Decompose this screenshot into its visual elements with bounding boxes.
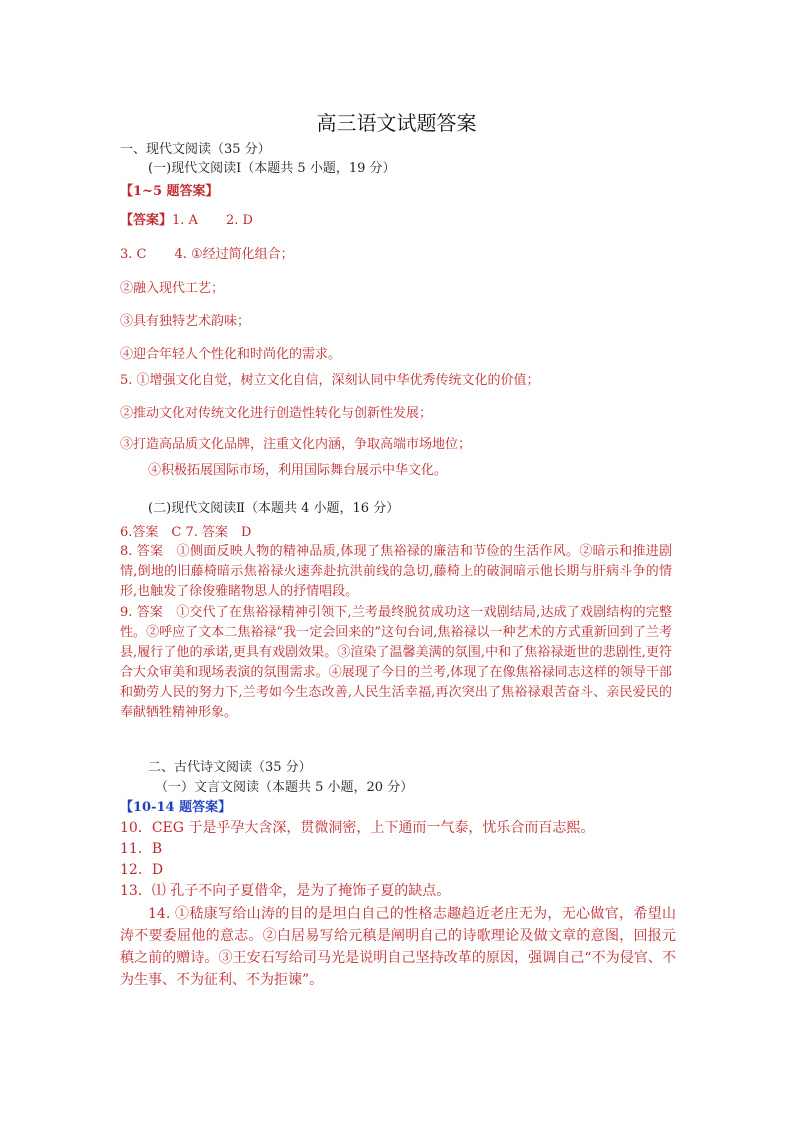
answer-11: 11．B <box>120 841 163 857</box>
section-2-sub-1: （一）文言文阅读（本题共 5 小题，20 分） <box>155 780 414 795</box>
answer-10: 10．CEG 于是乎孕大含深，贯微洞密，上下通而一气泰，忧乐合而百志熙。 <box>120 820 595 836</box>
section-1-sub-2: (二)现代文阅读Ⅱ（本题共 4 小题，16 分） <box>148 501 400 516</box>
answer-prefix: 【答案】 <box>120 213 173 228</box>
answer-12: 12．D <box>120 862 164 878</box>
answer-5-line-2: ②推动文化对传统文化进行创造性转化与创新性发展； <box>120 406 433 421</box>
answer-4-line-3: ③具有独特艺术韵味； <box>120 314 251 329</box>
section-1-sub-1: (一)现代文阅读Ⅰ（本题共 5 小题，19 分） <box>148 161 396 176</box>
answer-6-7: 6.答案 C 7. 答案 D <box>120 525 252 540</box>
answer-1: 1. A <box>172 213 198 228</box>
page-title: 高三语文试题答案 <box>316 111 477 135</box>
answer-row-3-4 <box>120 246 294 264</box>
answers-label-1-5: 【1~5 题答案】 <box>120 184 219 199</box>
answer-row-1-2 <box>120 212 253 230</box>
answer-4-line-4: ④迎合年轻人个性化和时尚化的需求。 <box>120 347 342 362</box>
answer-9: 9. 答案 ①交代了在焦裕禄精神引领下,兰考最终脱贫成功这一戏剧结局,达成了戏剧结构的完整性。②呼应了文本二焦裕禄“我一定会回来的”这句台词,焦裕禄以一种艺术的方式重新回到了兰考县,履行了他的承诺,更具有戏剧效果。③渲染了温馨美满的氛围,中和了焦裕禄逝世的悲剧性,更符合大众审美和现场表演的氛围需求。④展现了今日的兰考,体现了在像焦裕禄同志这样的领导干部和勤劳人民的努力下,兰考如今生态改善,人民生活幸福,再次突出了焦裕禄艰苦奋斗、亲民爱民的奉献牺牲精神形象。 <box>120 605 672 720</box>
answer-2: 2. D <box>225 213 253 228</box>
answer-5-line-4: ④积极拓展国际市场，利用国际舞台展示中华文化。 <box>148 463 448 478</box>
answer-8: 8. 答案 ①侧面反映人物的精神品质,体现了焦裕禄的廉洁和节俭的生活作风。②暗示和推进剧情,倒地的旧藤椅暗示焦裕禄火速奔赴抗洪前线的急切,藤椅上的破洞暗示他长期与肝病斗争的情形,也触发了徐俊雅睹物思人的抒情唱段。 <box>120 544 672 599</box>
answer-13: 13．⑴ 孔子不向子夏借伞，是为了掩饰子夏的缺点。 <box>120 883 451 899</box>
answer-5-line-3: ③打造高品质文化品牌，注重文化内涵，争取高端市场地位； <box>120 437 472 452</box>
answer-4-line-1: 4. ①经过简化组合； <box>174 247 294 262</box>
section-1-heading: 一、现代文阅读（35 分） <box>120 142 271 157</box>
answer-3: 3. C <box>120 247 147 262</box>
answer-14: 14. ①嵇康写给山涛的目的是坦白自己的性格志趣趋近老庄无为，无心做官，希望山涛不要委屈他的意志。②白居易写给元稹是阐明自己的诗歌理论及做文章的意图，回报元稹之前的赠诗。③王安石写给司马光是说明自己坚持改革的原因，强调自己“不为侵官、不为生事、不为征利、不为拒谏”。 <box>120 906 676 988</box>
answers-label-10-14: 【10-14 题答案】 <box>120 800 232 815</box>
answer-5-line-1: 5. ①增强文化自觉，树立文化自信，深刻认同中华优秀传统文化的价值； <box>120 373 540 388</box>
answer-4-line-2: ②融入现代工艺； <box>120 281 225 296</box>
section-2-heading: 二、古代诗文阅读（35 分） <box>148 760 312 775</box>
